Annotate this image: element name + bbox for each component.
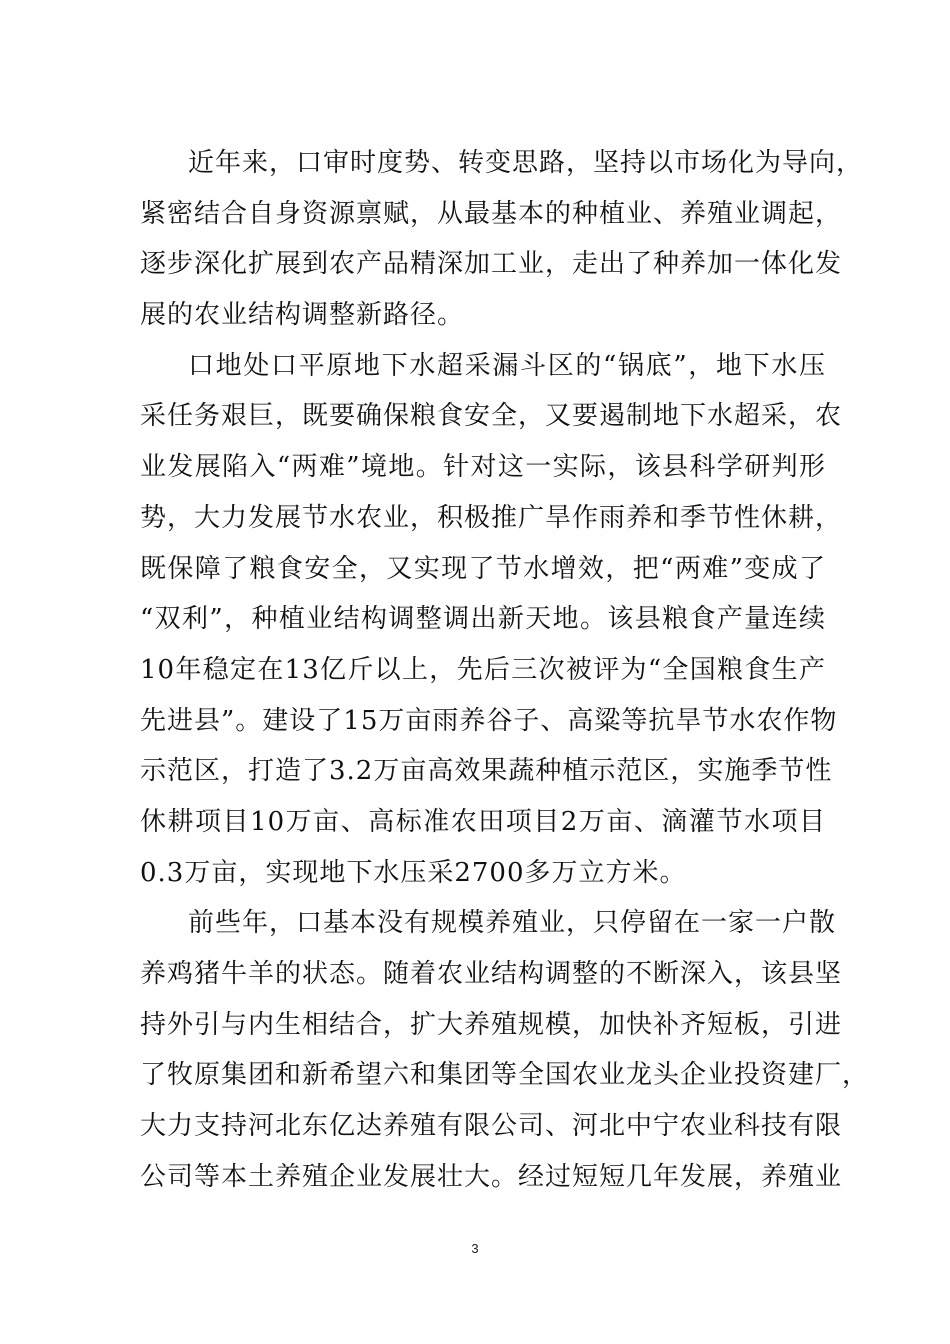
paragraph-3-line-6: 公司等本土养殖企业发展壮大。经过短短几年发展，养殖业 — [140, 1161, 843, 1192]
paragraph-3-line-3: 持外引与内生相结合，扩大养殖规模，加快补齐短板，引进 — [140, 1009, 843, 1040]
paragraph-2-line-1: 口地处口平原地下水超采漏斗区的“锅底”，地下水压 — [188, 350, 826, 381]
paragraph-2-line-4: 势，大力发展节水农业，积极推广旱作雨养和季节性休耕， — [140, 502, 843, 533]
paragraph-3-line-5: 大力支持河北东亿达养殖有限公司、河北中宁农业科技有限 — [140, 1111, 843, 1142]
paragraph-3-line-4: 了牧原集团和新希望六和集团等全国农业龙头企业投资建厂， — [140, 1060, 870, 1091]
paragraph-2-line-8: 先进县”。建设了15万亩雨养谷子、高粱等抗旱节水农作物 — [140, 705, 838, 736]
body-text — [140, 138, 870, 1202]
paragraph-2-line-2: 采任务艰巨，既要确保粮食安全，又要遏制地下水超采，农 — [140, 401, 843, 432]
paragraph-2-line-7: 10年稳定在13亿斤以上，先后三次被评为“全国粮食生产 — [140, 654, 826, 685]
paragraph-2-line-3: 业发展陷入“两难”境地。针对这一实际，该县科学研判形 — [140, 452, 826, 483]
paragraph-1-line-3: 逐步深化扩展到农产品精深加工业，走出了种养加一体化发 — [140, 249, 843, 280]
paragraph-2-line-5: 既保障了粮食安全，又实现了节水增效，把“两难”变成了 — [140, 553, 826, 584]
paragraph-3-line-1: 前些年，口基本没有规模养殖业，只停留在一家一户散 — [188, 908, 837, 939]
paragraph-2-line-11: 0.3万亩，实现地下水压采2700多万立方米。 — [140, 857, 687, 888]
paragraph-1-line-4: 展的农业结构调整新路径。 — [140, 300, 465, 331]
paragraph-2-line-9: 示范区，打造了3.2万亩高效果蔬种植示范区，实施季节性 — [140, 756, 833, 787]
page-number: 3 — [471, 1241, 479, 1256]
paragraph-3-line-2: 养鸡猪牛羊的状态。随着农业结构调整的不断深入，该县坚 — [140, 959, 843, 989]
paragraph-2-line-6: “双利”，种植业结构调整调出新天地。该县粮食产量连续 — [140, 604, 826, 635]
paragraph-1-line-1: 近年来，口审时度势、转变思路，坚持以市场化为导向， — [188, 148, 864, 178]
paragraph-1-line-2: 紧密结合自身资源禀赋，从最基本的种植业、养殖业调起， — [140, 198, 843, 229]
paragraph-2-line-10: 休耕项目10万亩、高标准农田项目2万亩、滴灌节水项目 — [140, 806, 826, 837]
